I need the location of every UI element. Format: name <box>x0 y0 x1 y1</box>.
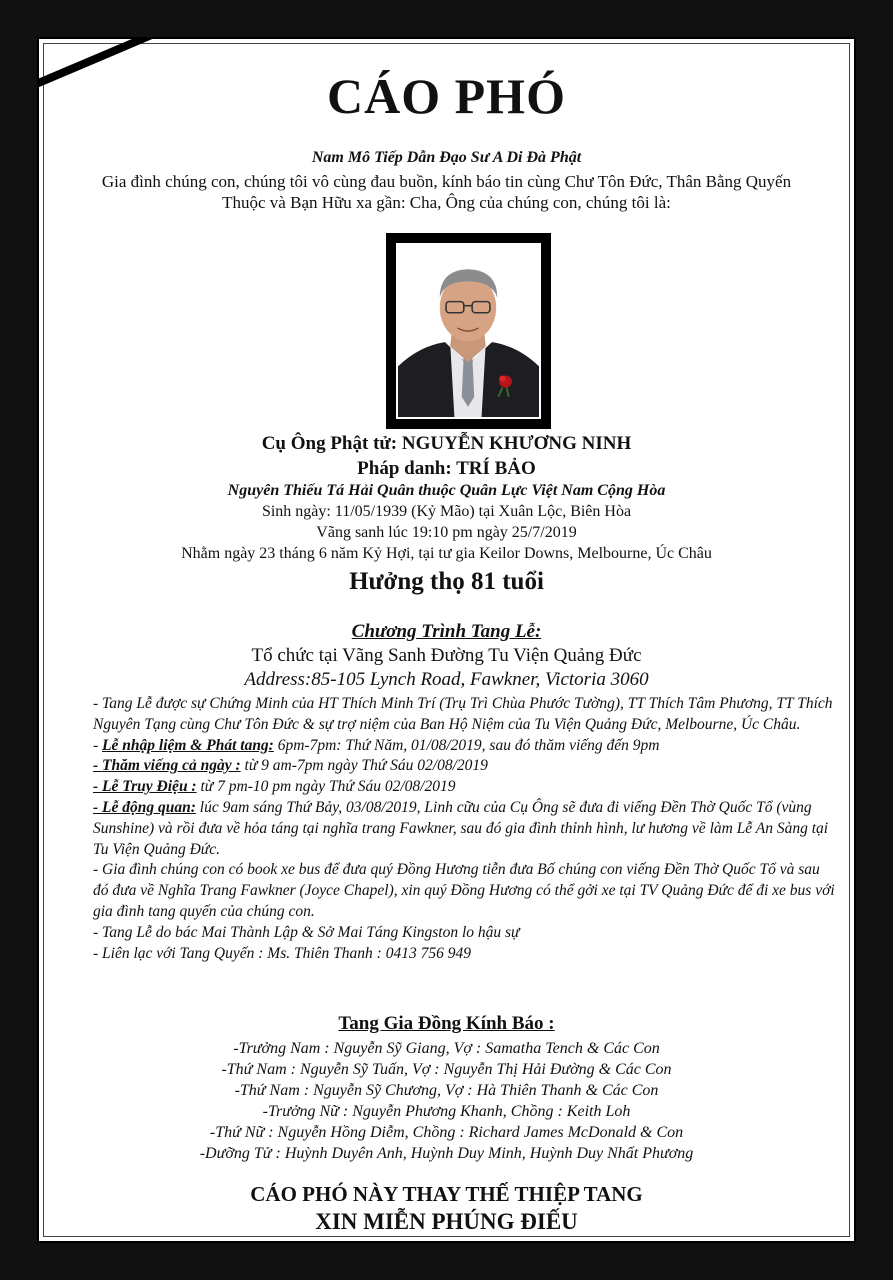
event-prefix: - <box>93 736 103 754</box>
page-title: CÁO PHÓ <box>327 68 566 124</box>
event-text: từ 7 pm-10 pm ngày Thứ Sáu 02/08/2019 <box>196 778 456 796</box>
family-list <box>39 1038 854 1164</box>
event-item <box>93 777 838 798</box>
family-member: -Thứ Nữ : Nguyễn Hồng Diễm, Chồng : Richard James McDonald & Con <box>209 1124 684 1141</box>
event-item <box>93 756 838 777</box>
deceased-name: Cụ Ông Phật tử: NGUYỄN KHƯƠNG NINH <box>261 433 632 454</box>
bus-note: - Gia đình chúng con có book xe bus để đưa quý Đồng Hương tiễn đưa Bố chúng con viếng Đền Thờ Quốc Tổ và sau đó đưa về Nghĩa Trang Fawkner (Joyce Chapel), xin quý Đồng Hương có thể gởi xe tại TV Quảng Đức để đi xe bus với gia đình tang quyến của chúng con. <box>93 861 835 920</box>
birth-info: Sinh ngày: 11/05/1939 (Kỷ Mão) tại Xuân Lộc, Biên Hòa <box>261 503 632 520</box>
program-title: Chương Trình Tang Lễ: <box>351 621 542 642</box>
family-member: -Dưỡng Tử : Huỳnh Duyên Anh, Huỳnh Duy Minh, Huỳnh Duy Nhất Phương <box>199 1145 694 1162</box>
event-label: - Thăm viếng cả ngày : <box>93 757 241 775</box>
portrait-photo <box>396 243 541 419</box>
program-address: Address:85-105 Lynch Road, Fawkner, Victoria 3060 <box>244 669 649 690</box>
event-item <box>93 736 838 757</box>
family-member: -Trưởng Nữ : Nguyễn Phương Khanh, Chồng : Keith Loh <box>262 1103 631 1120</box>
event-item <box>93 798 838 860</box>
obituary-card <box>37 37 856 1243</box>
contact-text: - Liên lạc với Tang Quyến : Ms. Thiên Thanh : 0413 756 949 <box>93 944 471 962</box>
event-label: - Lễ động quan: <box>93 798 196 816</box>
organizer-text: - Tang Lễ do bác Mai Thành Lập & Sở Mai Táng Kingston lo hậu sự <box>93 923 520 941</box>
lunar-date-info: Nhằm ngày 23 tháng 6 năm Kỷ Hợi, tại tư gia Keilor Downs, Melbourne, Úc Châu <box>181 545 712 562</box>
family-title: Tang Gia Đồng Kính Báo : <box>338 1013 555 1034</box>
portrait-frame <box>386 233 551 429</box>
invocation: Nam Mô Tiếp Dẫn Đạo Sư A Di Đà Phật <box>311 149 582 166</box>
family-member: -Thứ Nam : Nguyễn Sỹ Chương, Vợ : Hà Thiên Thanh & Các Con <box>234 1082 659 1099</box>
event-label: - Lễ Truy Điệu : <box>93 778 197 796</box>
age-heading: Hưởng thọ 81 tuổi <box>349 568 544 595</box>
death-info: Vãng sanh lúc 19:10 pm ngày 25/7/2019 <box>316 524 577 541</box>
closing-line-1: CÁO PHÓ NÀY THAY THẾ THIỆP TANG <box>250 1182 643 1206</box>
program-venue: Tổ chức tại Vãng Sanh Đường Tu Viện Quảng Đức <box>251 645 642 666</box>
intro-text: Gia đình chúng con, chúng tôi vô cùng đau buồn, kính báo tin cùng Chư Tôn Đức, Thân Bằng Quyến Thuộc và Bạn Hữu xa gần: Cha, Ông của chúng con, chúng tôi là: <box>101 172 792 212</box>
event-text: 6pm-7pm: Thứ Năm, 01/08/2019, sau đó thăm viếng đến 9pm <box>273 736 660 754</box>
portrait-icon <box>398 245 539 417</box>
event-label: Lễ nhập liệm & Phát tang: <box>102 736 274 754</box>
program-details <box>93 694 838 964</box>
dharma-name: Pháp danh: TRÍ BẢO <box>357 458 536 479</box>
event-text: từ 9 am-7pm ngày Thứ Sáu 02/08/2019 <box>240 757 488 775</box>
event-text: lúc 9am sáng Thứ Bảy, 03/08/2019, Linh cữu của Cụ Ông sẽ đưa đi viếng Đền Thờ Quốc Tổ (vùng Sunshine) và rồi đưa về hỏa táng tại nghĩa trang Fawkner, sau đó gia đình thỉnh hình, lư hương về làm Lễ An Sàng tại Tu Viện Quảng Đức. <box>93 798 829 858</box>
family-member: -Thứ Nam : Nguyễn Sỹ Tuấn, Vợ : Nguyễn Thị Hải Đường & Các Con <box>221 1061 672 1078</box>
military-rank: Nguyên Thiếu Tá Hải Quân thuộc Quân Lực Việt Nam Cộng Hòa <box>227 482 666 499</box>
family-member: -Trưởng Nam : Nguyễn Sỹ Giang, Vợ : Samatha Tench & Các Con <box>233 1040 660 1057</box>
closing-line-2: XIN MIỄN PHÚNG ĐIẾU <box>315 1209 578 1234</box>
officiants-text: - Tang Lễ được sự Chứng Minh của HT Thích Minh Trí (Trụ Trì Chùa Phước Tường), TT Thích Tâm Phương, TT Thích Nguyên Tạng cùng Chư Tôn Đức & sự trợ niệm của Ban Hộ Niệm của Tu Viện Quảng Đức, Melbourne, Úc Châu. <box>93 695 833 733</box>
